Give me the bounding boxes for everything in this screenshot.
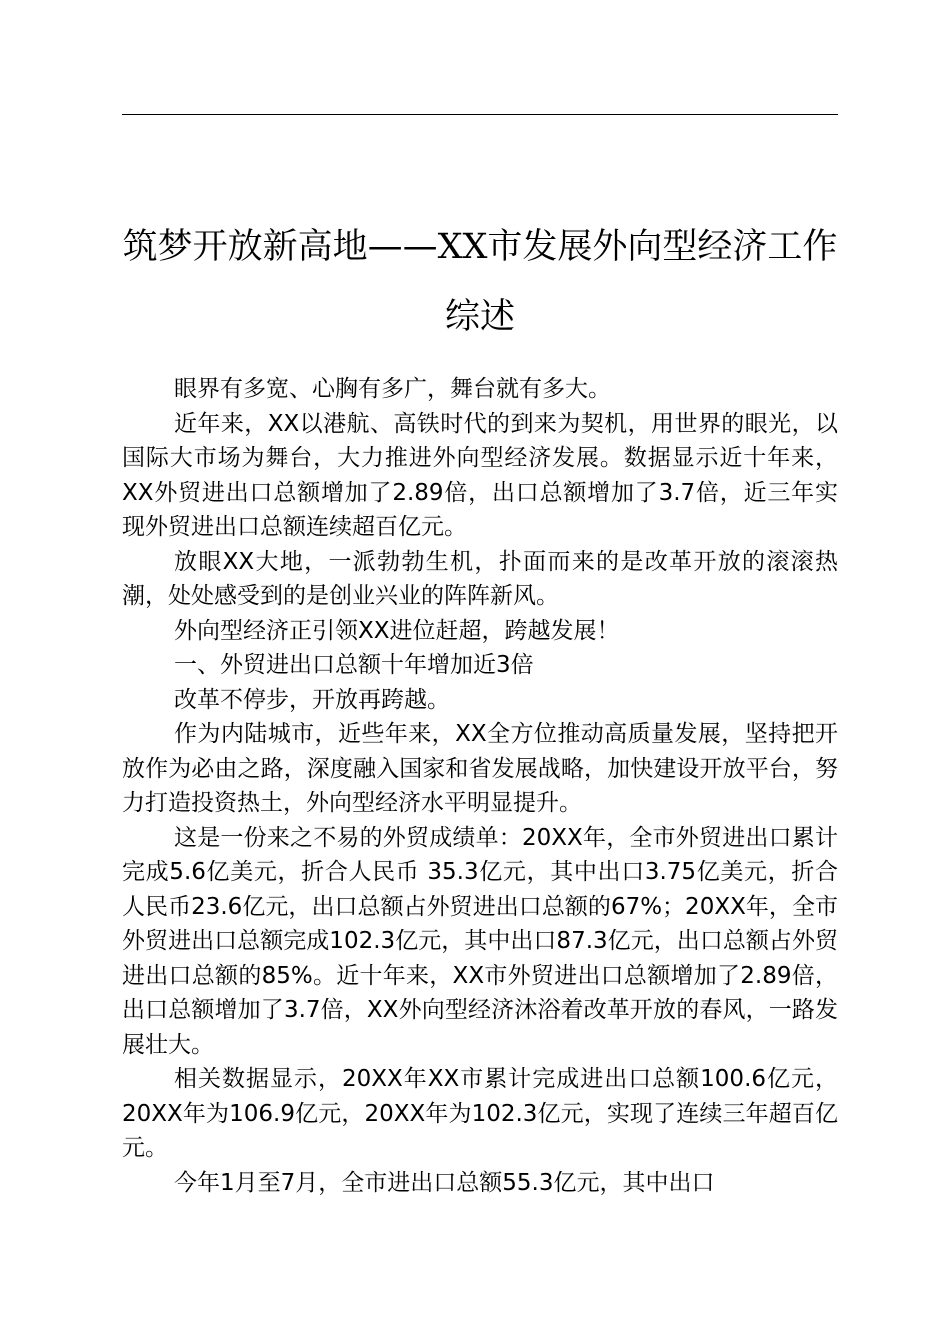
paragraph-reform: 改革不停步，开放再跨越。 (174, 686, 450, 713)
paragraph-overview: 放眼XX大地，一派勃勃生机，扑面而来的是改革开放的滚滚热潮，处处感受到的是创业兴业的阵阵新风。 (122, 548, 838, 609)
title-latin: XX (437, 227, 488, 267)
paragraph-opening: 眼界有多宽、心胸有多广，舞台就有多大。 (174, 376, 611, 402)
paragraph-leading: 外向型经济正引领XX进位赶超，跨越发展！ (174, 617, 620, 644)
document-body (122, 372, 838, 1200)
paragraph-trade-results: 这是一份来之不易的外贸成绩单：20XX年，全市外贸进出口累计完成5.6亿美元，折合人民币 35.3亿元，其中出口3.75亿美元，折合人民币23.6亿元，出口总额占外贸进出口总额的67%；20XX年，全市外贸进出口总额完成102.3亿元，其中出口87.3亿元，出口总额占外贸进出口总额的85%。近十年来，XX市外贸进出口总额增加了2.89倍，出口总额增加了3.7倍，XX外向型经济沐浴着改革开放的春风，一路发展壮大。 (122, 824, 838, 1058)
title-part-2: 市发展外向型经济工作综述 (444, 227, 838, 337)
paragraph-intro: 近年来，XX以港航、高铁时代的到来为契机，用世界的眼光，以国际大市场为舞台，大力推进外向型经济发展。数据显示近十年来，XX外贸进出口总额增加了2.89倍，出口总额增加了3.7倍，近三年实现外贸进出口总额连续超百亿元。 (122, 410, 838, 540)
section-heading-1: 一、外贸进出口总额十年增加近3倍 (174, 652, 534, 678)
header-rule (122, 114, 838, 115)
title-part-1: 筑梦开放新高地—— (122, 227, 438, 267)
paragraph-related-data: 相关数据显示，20XX年XX市累计完成进出口总额100.6亿元，20XX年为106.9亿元，20XX年为102.3亿元，实现了连续三年超百亿元。 (122, 1066, 838, 1161)
paragraph-this-year: 今年1月至7月，全市进出口总额55.3亿元，其中出口 (174, 1169, 715, 1196)
paragraph-inland-city: 作为内陆城市，近些年来，XX全方位推动高质量发展，坚持把开放作为必由之路，深度融入国家和省发展战略，加快建设开放平台，努力打造投资热土，外向型经济水平明显提升。 (122, 721, 838, 816)
document-title (122, 212, 838, 352)
